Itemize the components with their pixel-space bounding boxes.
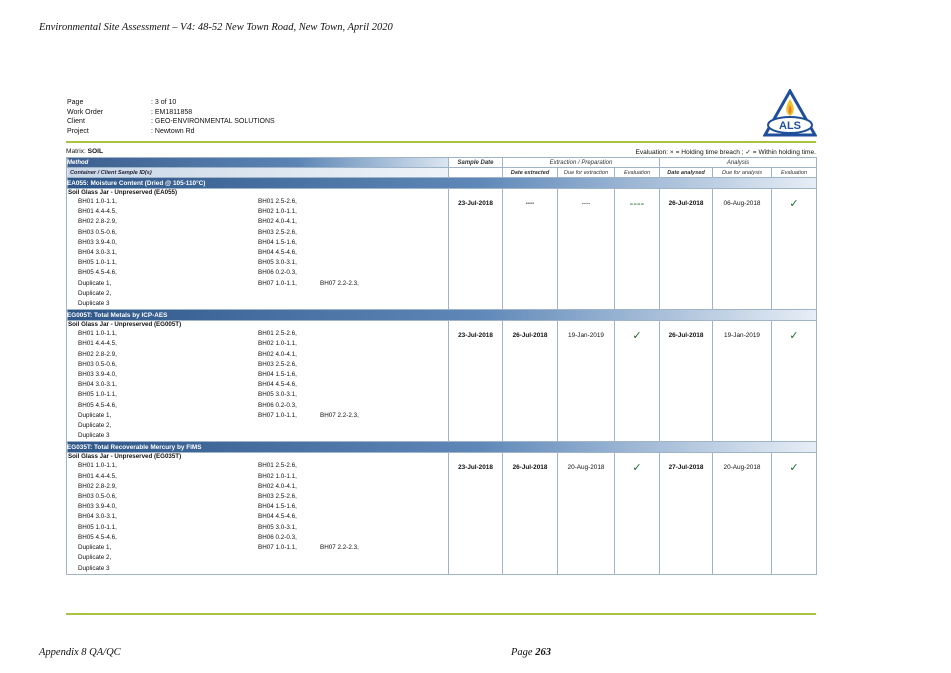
sample-id: BH01 4.4-4.5, <box>78 208 117 216</box>
sample-id: BH03 3.9-4.0, <box>78 371 117 379</box>
sample-id <box>320 502 400 512</box>
method-title: EG035T: Total Recoverable Mercury by FIMS <box>67 442 817 453</box>
sample-id <box>320 401 400 411</box>
sample-id: BH07 1.0-1.1, <box>258 544 297 552</box>
holding-time-table <box>66 157 817 575</box>
sample-id <box>258 564 320 574</box>
sample-id: Duplicate 2, <box>78 289 112 297</box>
due-analysis-cell: 20-Aug-2018 <box>713 453 772 574</box>
evaluation-analysis-icon: ✓ <box>789 330 799 343</box>
method-title: EA055: Moisture Content (Dried @ 105-110°C) <box>67 178 817 189</box>
info-label: Page <box>67 99 84 106</box>
sample-id: Duplicate 1, <box>78 279 112 287</box>
als-logo <box>763 89 817 137</box>
sample-id: BH01 2.5-2.6, <box>258 462 297 470</box>
sample-list <box>67 197 448 309</box>
due-extraction-cell: 19-Jan-2019 <box>558 321 615 442</box>
sample-id <box>320 268 400 278</box>
sample-list <box>67 461 448 573</box>
due-analysis-cell: 06-Aug-2018 <box>713 189 772 310</box>
due-analysis-header: Due for analysis <box>713 168 772 178</box>
sample-id: Duplicate 3 <box>78 564 110 572</box>
sample-id: BH04 1.5-1.6, <box>258 238 297 246</box>
date-analysed-cell: 27-Jul-2018 <box>660 453 713 574</box>
sample-id <box>320 217 400 227</box>
sample-id: Duplicate 3 <box>78 300 110 308</box>
due-extraction-cell: 20-Aug-2018 <box>558 453 615 574</box>
sample-id <box>320 350 400 360</box>
sample-id: BH05 1.0-1.1, <box>78 259 117 267</box>
sample-id: BH05 3.0-3.1, <box>258 523 297 531</box>
sample-id <box>320 482 400 492</box>
sample-id: BH03 0.5-0.6, <box>78 493 117 501</box>
sample-id: BH02 1.0-1.1, <box>258 340 297 348</box>
extraction-header: Extraction / Preparation <box>503 158 660 168</box>
sample-id <box>320 228 400 238</box>
sample-id: BH07 1.0-1.1, <box>258 411 297 419</box>
sample-id: BH06 0.2-0.3, <box>258 401 297 409</box>
report-info <box>67 98 275 136</box>
sample-id: BH03 2.5-2.6, <box>258 493 297 501</box>
header-rule <box>66 141 816 143</box>
method-section-row <box>67 321 817 442</box>
due-extraction-header: Due for extraction <box>558 168 615 178</box>
sample-id: BH03 3.9-4.0, <box>78 238 117 246</box>
sample-date-header: Sample Date <box>449 158 503 168</box>
sample-id <box>320 492 400 502</box>
evaluation-extraction-icon: ✓ <box>632 330 642 343</box>
sample-id: BH05 1.0-1.1, <box>78 391 117 399</box>
sample-id: Duplicate 1, <box>78 411 112 419</box>
evaluation-extraction-header: Evaluation <box>615 168 660 178</box>
sample-id <box>320 390 400 400</box>
matrix-line <box>66 148 816 156</box>
info-value: : EM1811858 <box>151 108 193 116</box>
evaluation-analysis-header: Evaluation <box>772 168 817 178</box>
sample-id <box>320 248 400 258</box>
sample-id: BH02 4.0-4.1, <box>258 482 297 490</box>
due-extraction-cell: ---- <box>558 189 615 310</box>
sample-id: BH02 2.8-2.9, <box>78 482 117 490</box>
sample-id <box>320 197 400 207</box>
sample-id: BH06 0.2-0.3, <box>258 533 297 541</box>
analysis-header: Analysis <box>660 158 817 168</box>
sample-date-subheader <box>449 168 503 178</box>
sample-id: BH03 0.5-0.6, <box>78 228 117 236</box>
method-section-row <box>67 189 817 310</box>
sample-id: BH06 0.2-0.3, <box>258 269 297 277</box>
method-section-title <box>67 178 817 189</box>
footer-appendix: Appendix 8 QA/QC <box>39 647 121 658</box>
document-header: Environmental Site Assessment – V4: 48-52 New Town Road, New Town, April 2020 <box>39 22 393 33</box>
sample-id: BH05 4.5-4.6, <box>78 401 117 409</box>
date-analysed-cell: 26-Jul-2018 <box>660 321 713 442</box>
als-logo-text: ALS <box>779 120 801 132</box>
sample-id <box>320 380 400 390</box>
sample-id <box>320 207 400 217</box>
sample-id: BH05 4.5-4.6, <box>78 533 117 541</box>
method-section-title <box>67 442 817 453</box>
sample-list <box>67 329 448 441</box>
sample-id <box>320 329 400 339</box>
sample-id <box>320 523 400 533</box>
info-value: : GEO-ENVIRONMENTAL SOLUTIONS <box>151 118 275 125</box>
container-name: Soil Glass Jar - Unpreserved (EG035T) <box>68 453 182 461</box>
date-analysed-header: Date analysed <box>660 168 713 178</box>
sample-id: BH01 4.4-4.5, <box>78 472 117 480</box>
footer-page <box>511 647 551 658</box>
evaluation-extraction-icon: ✓ <box>632 462 642 475</box>
info-value: : 3 of 10 <box>151 99 177 106</box>
sample-id: BH02 2.8-2.9, <box>78 218 117 226</box>
sample-id <box>320 360 400 370</box>
sample-id: BH03 2.5-2.6, <box>258 228 297 236</box>
sample-id <box>258 553 320 563</box>
method-header: Method <box>67 158 449 168</box>
sample-id <box>258 299 320 309</box>
sample-id: BH04 3.0-3.1, <box>78 381 117 389</box>
sample-id <box>320 421 400 431</box>
sample-id <box>320 339 400 349</box>
sample-id <box>320 258 400 268</box>
sample-id: BH02 4.0-4.1, <box>258 350 297 358</box>
info-row <box>67 117 275 127</box>
sample-id <box>258 421 320 431</box>
sample-id: BH01 1.0-1.1, <box>78 462 117 470</box>
sample-date-cell: 23-Jul-2018 <box>449 453 503 574</box>
date-extracted-cell: ---- <box>503 189 558 310</box>
sample-id <box>320 238 400 248</box>
method-section-title <box>67 310 817 321</box>
container-header: Container / Client Sample ID(s) <box>67 168 449 178</box>
matrix-label: Matrix: <box>66 148 86 155</box>
date-extracted-header: Date extracted <box>503 168 558 178</box>
sample-id: BH03 2.5-2.6, <box>258 360 297 368</box>
info-row <box>67 98 275 108</box>
sample-id: BH04 3.0-3.1, <box>78 513 117 521</box>
matrix-value: SOIL <box>87 148 104 155</box>
sample-id <box>320 289 400 299</box>
sample-id: BH04 1.5-1.6, <box>258 503 297 511</box>
sample-id: BH02 2.8-2.9, <box>78 350 117 358</box>
sample-id <box>258 289 320 299</box>
sample-id <box>320 564 400 574</box>
info-label: Client <box>67 118 85 125</box>
sample-id: BH07 2.2-2.3, <box>320 411 359 419</box>
sample-id: BH04 3.0-3.1, <box>78 249 117 257</box>
sample-id <box>320 299 400 309</box>
sample-id: BH01 2.5-2.6, <box>258 198 297 205</box>
footer-rule <box>66 613 816 615</box>
sample-id <box>320 472 400 482</box>
sample-id: BH05 3.0-3.1, <box>258 391 297 399</box>
sample-id: BH04 4.5-4.6, <box>258 513 297 521</box>
container-name: Soil Glass Jar - Unpreserved (EG005T) <box>68 321 182 329</box>
sample-id <box>258 431 320 441</box>
sample-id: BH05 4.5-4.6, <box>78 269 117 277</box>
date-extracted-cell: 26-Jul-2018 <box>503 453 558 574</box>
info-value: : Newtown Rd <box>151 127 195 135</box>
method-section-row <box>67 453 817 574</box>
sample-id <box>320 461 400 471</box>
footer-page-number: 263 <box>535 647 551 658</box>
info-row <box>67 108 275 118</box>
sample-id: BH02 4.0-4.1, <box>258 218 297 226</box>
sample-id: Duplicate 2, <box>78 554 112 562</box>
sample-id <box>320 431 400 441</box>
sample-id: BH04 4.5-4.6, <box>258 381 297 389</box>
sample-id: BH04 4.5-4.6, <box>258 249 297 257</box>
info-label: Work Order <box>67 108 104 116</box>
sample-id: Duplicate 1, <box>78 544 112 552</box>
evaluation-analysis-icon: ✓ <box>789 462 799 475</box>
sample-id: BH02 1.0-1.1, <box>258 472 297 480</box>
sample-id: BH04 1.5-1.6, <box>258 371 297 379</box>
info-label: Project <box>67 127 89 135</box>
sample-date-cell: 23-Jul-2018 <box>449 321 503 442</box>
sample-id <box>320 370 400 380</box>
sample-id: BH03 3.9-4.0, <box>78 503 117 511</box>
sample-date-cell: 23-Jul-2018 <box>449 189 503 310</box>
sample-id: BH01 4.4-4.5, <box>78 340 117 348</box>
container-name: Soil Glass Jar - Unpreserved (EA055) <box>68 189 178 196</box>
due-analysis-cell: 19-Jan-2019 <box>713 321 772 442</box>
sample-id: Duplicate 3 <box>78 432 110 440</box>
sample-id: BH05 3.0-3.1, <box>258 259 297 267</box>
sample-id <box>320 533 400 543</box>
sample-id: BH03 0.5-0.6, <box>78 360 117 368</box>
date-analysed-cell: 26-Jul-2018 <box>660 189 713 310</box>
sample-id: BH07 1.0-1.1, <box>258 279 297 287</box>
sample-id <box>320 512 400 522</box>
sample-id <box>320 553 400 563</box>
sample-id: BH07 2.2-2.3, <box>320 279 359 287</box>
sample-id: BH01 2.5-2.6, <box>258 330 297 338</box>
sample-id: BH07 2.2-2.3, <box>320 544 359 552</box>
evaluation-extraction-icon: ---- <box>629 198 645 210</box>
evaluation-legend: Evaluation: × = Holding time breach ; ✓ = Within holding time. <box>635 149 816 156</box>
sample-id: Duplicate 2, <box>78 422 112 430</box>
sample-id: BH02 1.0-1.1, <box>258 208 297 216</box>
sample-id: BH01 1.0-1.1, <box>78 198 117 205</box>
info-row <box>67 127 275 137</box>
method-title: EG005T: Total Metals by ICP-AES <box>67 310 817 321</box>
evaluation-analysis-icon: ✓ <box>789 198 799 210</box>
footer-page-label: Page <box>511 647 533 658</box>
sample-id: BH01 1.0-1.1, <box>78 330 117 338</box>
date-extracted-cell: 26-Jul-2018 <box>503 321 558 442</box>
sample-id: BH05 1.0-1.1, <box>78 523 117 531</box>
